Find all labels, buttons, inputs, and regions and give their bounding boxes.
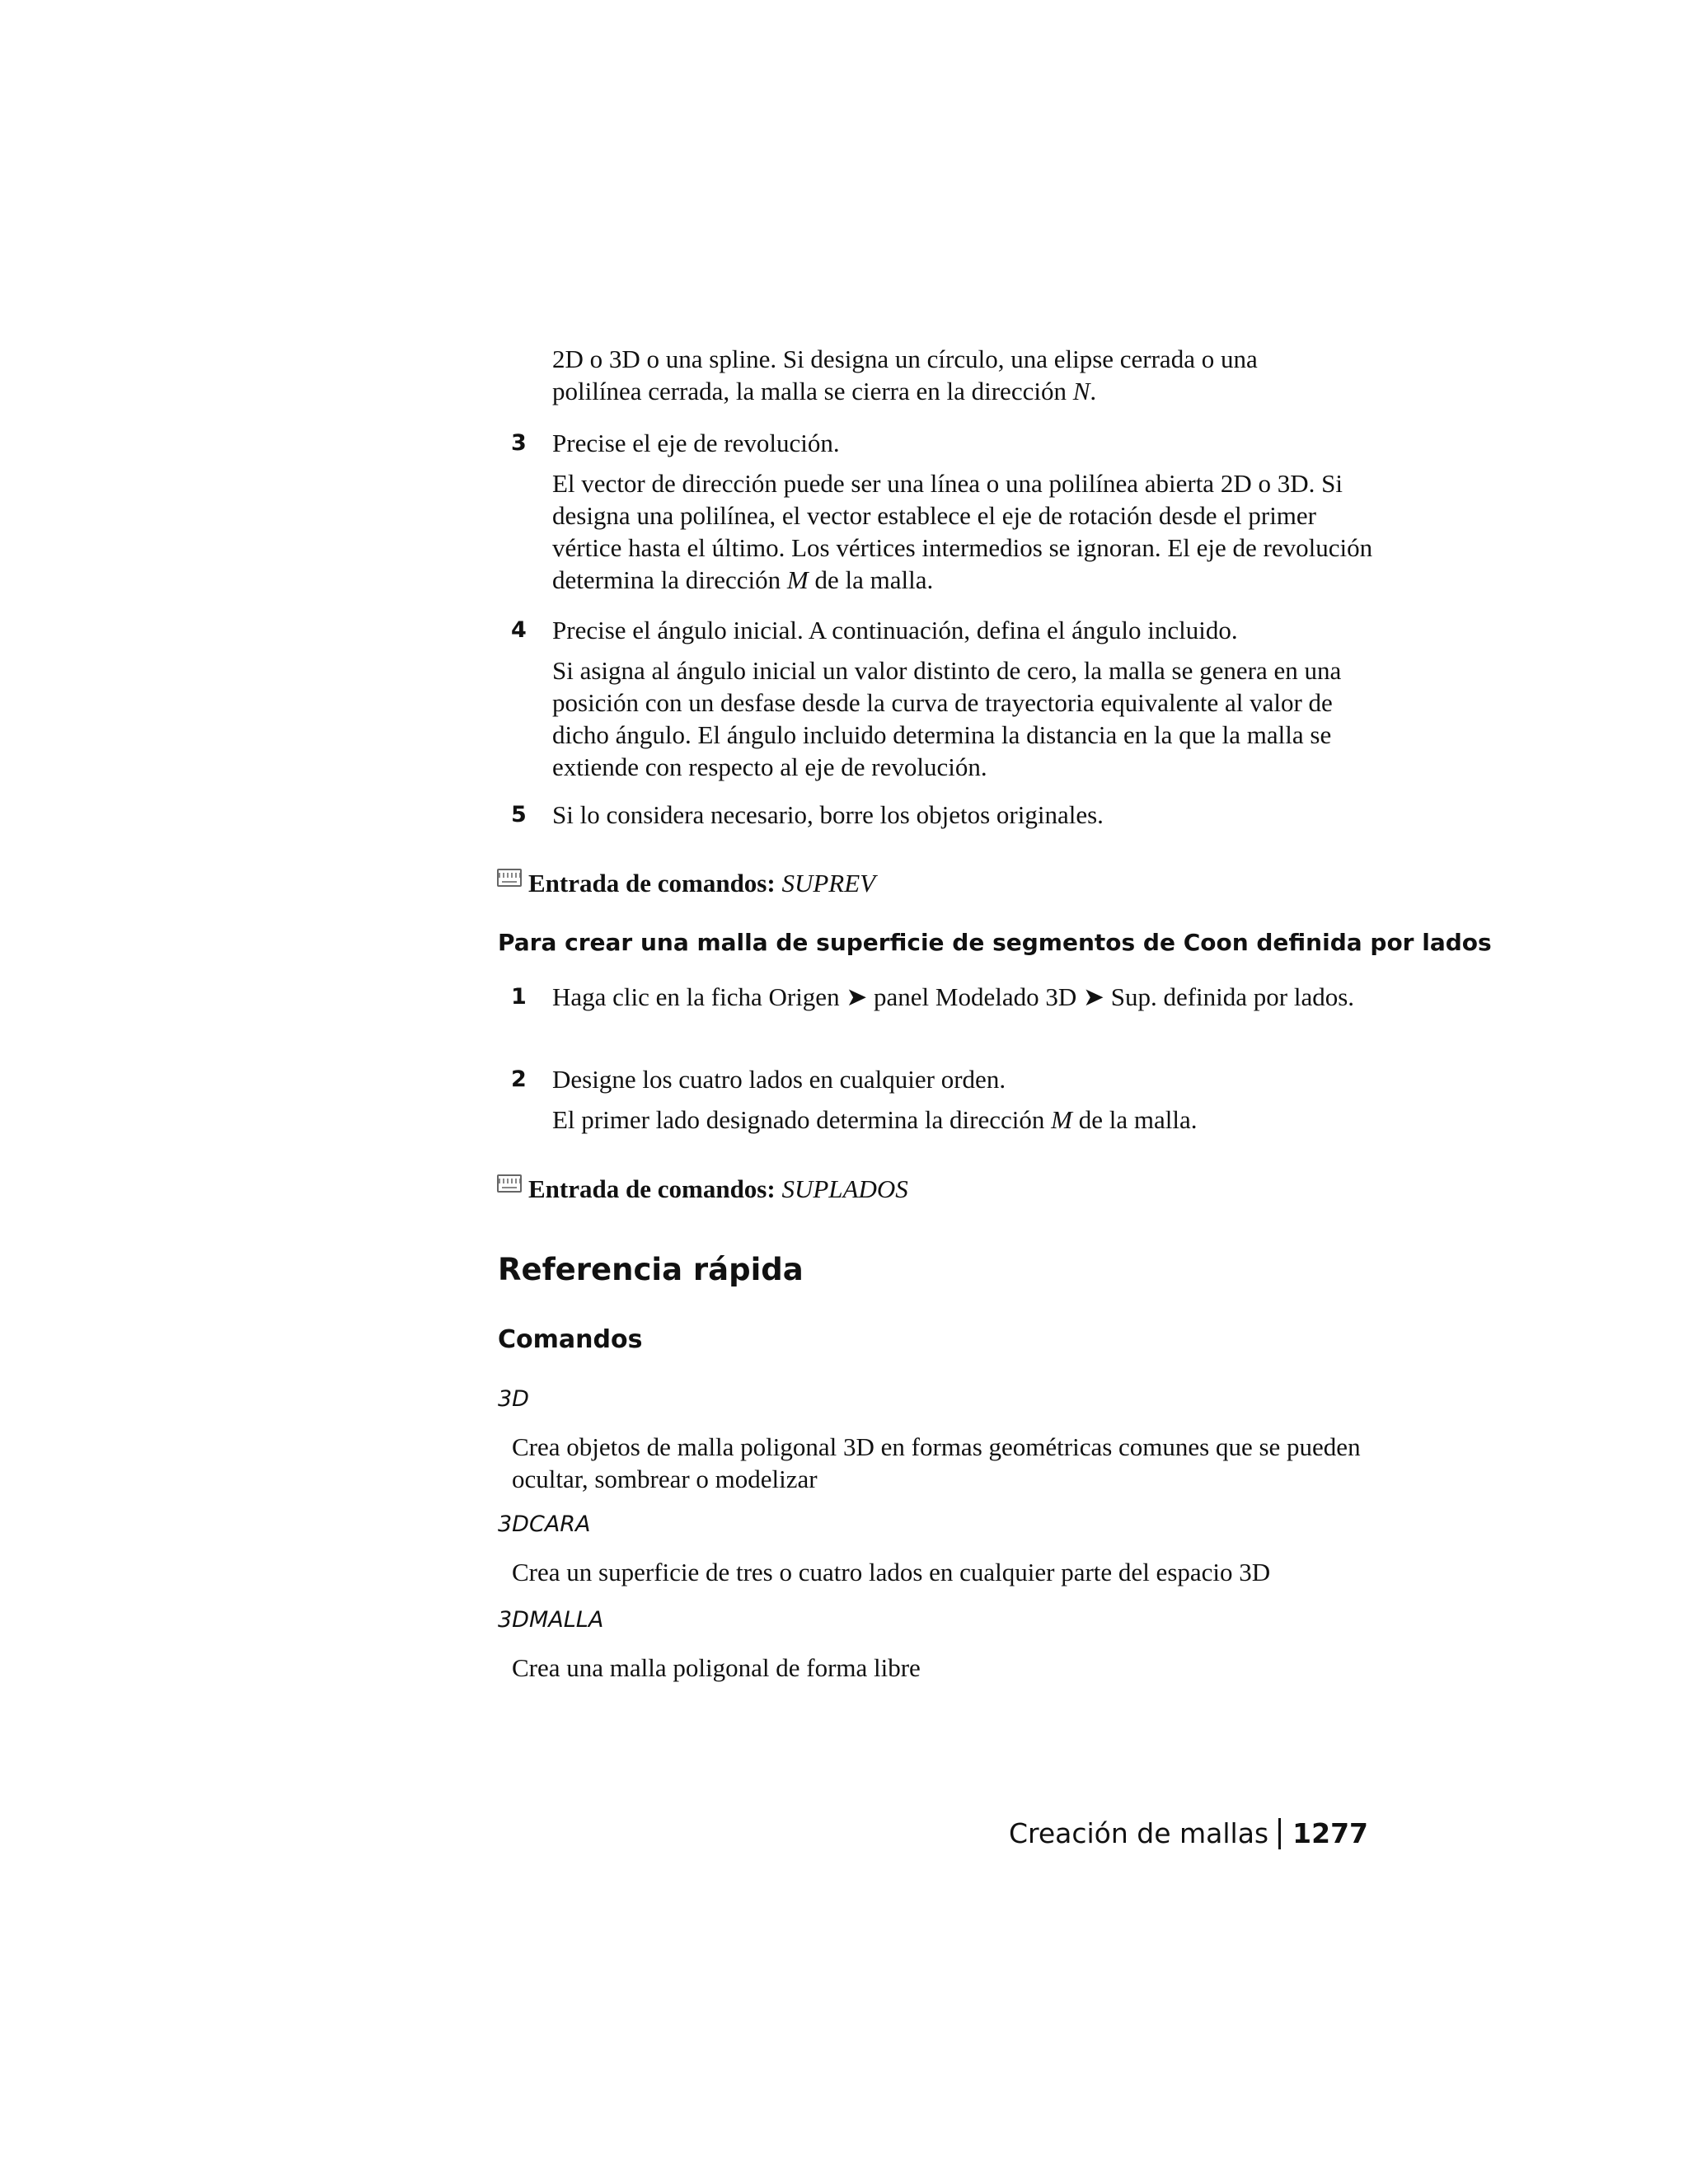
- intro-line-2-end: .: [1090, 377, 1097, 405]
- command-entry-label: Entrada de comandos:: [528, 869, 776, 898]
- command-entry-suplados: [497, 1173, 908, 1205]
- intro-line-2: polilínea cerrada, la malla se cierra en la dirección: [552, 377, 1073, 405]
- reference-definition: Crea objetos de malla poligonal 3D en formas geométricas comunes que se pueden ocultar, sombrear o modelizar: [512, 1432, 1361, 1493]
- direction-m: M: [1051, 1105, 1072, 1134]
- step-number: 4: [511, 617, 527, 643]
- keyboard-icon: [497, 869, 522, 887]
- step-number: 1: [511, 984, 527, 1010]
- step-detail-text: El vector de dirección puede ser una línea o una polilínea abierta 2D o 3D. Si designa una polilínea, el vector establece el eje de rotación desde el primer vértice hasta el último. Los vértices intermedios se ignoran. El eje de revolución determina la dirección: [552, 469, 1373, 594]
- step-number: 2: [511, 1066, 527, 1092]
- step-detail-end: de la malla.: [1071, 1105, 1198, 1134]
- procedure-title: Para crear una malla de superficie de segmentos de Coon definida por lados: [498, 929, 1492, 956]
- intro-line-1: 2D o 3D o una spline. Si designa un círculo, una elipse cerrada o una: [552, 344, 1258, 373]
- command-entry-suprev: [497, 867, 875, 899]
- footer-divider: [1278, 1818, 1281, 1849]
- command-name: SUPLADOS: [781, 1174, 908, 1203]
- footer-section-title: Creación de mallas: [1008, 1817, 1269, 1849]
- command-entry-label: Entrada de comandos:: [528, 1174, 776, 1203]
- step-detail: [552, 1104, 1385, 1136]
- step-detail: Si asigna al ángulo inicial un valor distinto de cero, la malla se genera en una posición con un desfase desde la curva de trayectoria equivalente al valor de dicho ángulo. El ángulo incluido determina la distancia en la que la malla se extiende con respecto al eje de revolución.: [552, 656, 1342, 781]
- reference-term: 3D: [498, 1386, 529, 1412]
- page-footer: [973, 1816, 1368, 1851]
- subsection-heading: Comandos: [498, 1325, 643, 1354]
- step-text: Precise el ángulo inicial. A continuación, defina el ángulo incluido.: [552, 616, 1238, 644]
- keyboard-icon: [497, 1174, 522, 1193]
- intro-paragraph: [552, 343, 1376, 407]
- section-heading: Referencia rápida: [498, 1252, 804, 1287]
- step-text: Precise el eje de revolución.: [552, 429, 840, 457]
- step-detail: [552, 467, 1385, 596]
- command-name: SUPREV: [781, 869, 876, 898]
- intro-direction-n: N: [1072, 377, 1090, 405]
- reference-definition: Crea una malla poligonal de forma libre: [512, 1653, 921, 1682]
- direction-m: M: [786, 565, 809, 594]
- step-text: Designe los cuatro lados en cualquier orden.: [552, 1065, 1006, 1094]
- step-detail-text: El primer lado designado determina la dirección: [552, 1105, 1052, 1134]
- step-text: Haga clic en la ficha Origen ➤ panel Modelado 3D ➤ Sup. definida por lados.: [552, 982, 1355, 1011]
- reference-definition: Crea un superficie de tres o cuatro lados en cualquier parte del espacio 3D: [512, 1558, 1271, 1586]
- page-number: 1277: [1292, 1817, 1368, 1849]
- step-detail-end: de la malla.: [808, 565, 934, 594]
- step-number: 5: [511, 802, 527, 827]
- step-number: 3: [511, 430, 527, 456]
- reference-term: 3DMALLA: [498, 1607, 604, 1633]
- reference-term: 3DCARA: [498, 1511, 591, 1537]
- step-text: Si lo considera necesario, borre los objetos originales.: [552, 800, 1104, 829]
